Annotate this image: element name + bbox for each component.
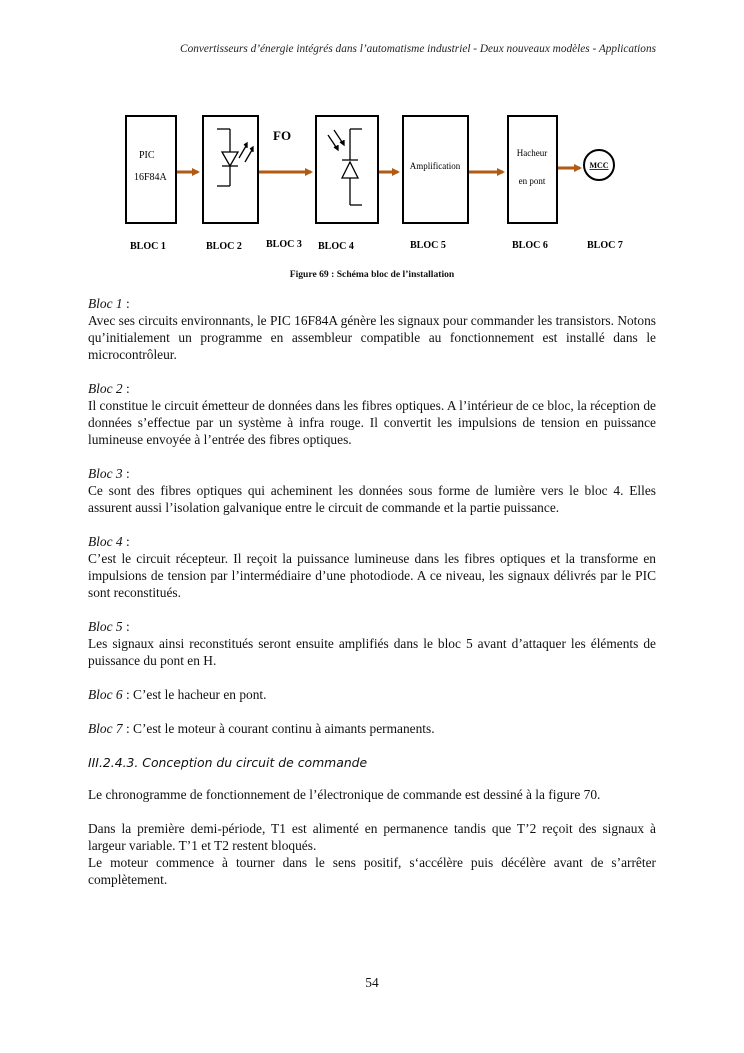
bloc-2-label: Bloc 2 [88,381,123,396]
paragraph-chronogramme: Le chronogramme de fonctionnement de l’électronique de commande est dessiné à la figure 70. [88,787,601,802]
bloc-6-sep: : [122,687,134,702]
bloc-7-description [88,720,656,737]
led-emitter-icon [217,129,253,186]
hacheur-label-line2: en pont [518,176,546,186]
bloc-4-text: C’est le circuit récepteur. Il reçoit la puissance lumineuse dans les fibres optiques et la transforme en impulsions de tension par l’intermédiaire d’une photodiode. A ce niveau, les signaux délivrés par le PIC sont reconstitués. [88,551,656,600]
bloc-6-description [88,686,656,703]
amplification-label: Amplification [409,161,461,171]
bloc-1-text: Avec ses circuits environnants, le PIC 16F84A génère les signaux pour commander les transistors. Notons qu’initialement un programme en assembleur compatible au fonctionnement est installé dans le microcontrôleur. [88,313,657,362]
bloc-3-label: Bloc 3 [88,466,123,481]
bloc-2-description [88,380,656,448]
fo-label: FO [273,128,292,143]
bloc-label-1: BLOC 1 [130,241,166,252]
bloc-label-4: BLOC 4 [318,241,354,252]
pic-label-line1: PIC [139,150,155,161]
bloc-4-sep: : [122,534,130,549]
hacheur-block [508,116,557,223]
bloc-1-label: Bloc 1 [88,296,123,311]
hacheur-label-line1: Hacheur [516,148,548,158]
bloc-3-text: Ce sont des fibres optiques qui acheminent les données sous forme de lumière vers le bloc 4. Elles assurent aussi l’isolation galvanique entre le circuit de commande et la partie puissance. [88,483,656,515]
paragraph-demi-periode: Dans la première demi-période, T1 est alimenté en permanence tandis que T’2 reçoit des signaux à largeur variable. T’1 et T2 restent bloqués. [88,821,656,853]
section-heading: III.2.4.3. Conception du circuit de commande [88,755,368,770]
bloc-5-sep: : [122,619,130,634]
bloc-1-description [88,295,656,363]
bloc-label-7: BLOC 7 [587,240,623,251]
page-number: 54 [365,975,379,990]
block-diagram [0,0,744,265]
photodiode-icon [328,129,362,205]
bloc-5-text: Les signaux ainsi reconstitués seront ensuite amplifiés dans le bloc 5 avant d’attaquer les éléments de puissance du pont en H. [88,636,656,668]
bloc-5-description [88,618,656,669]
receiver-block [316,116,378,223]
bloc-4-label: Bloc 4 [88,534,123,549]
bloc-3-sep: : [122,466,130,481]
pic-label-line2: 16F84A [134,172,167,183]
bloc-label-6: BLOC 6 [512,240,548,251]
bloc-7-sep: : [122,721,134,736]
bloc-2-text: Il constitue le circuit émetteur de données dans les fibres optiques. A l’intérieur de ce bloc, la réception de données s’effectue par un système à infra rouge. Il convertit les impulsions de tension en puissance lumineuse envoyée à l’entrée des fibres optiques. [88,398,656,447]
bloc-3-description [88,465,656,516]
bloc-2-sep: : [122,381,130,396]
running-header: Convertisseurs d’énergie intégrés dans l’automatisme industriel - Deux nouveaux modèles - Applications [180,43,656,55]
page-body [88,295,656,905]
bloc-7-text: C’est le moteur à courant continu à aimants permanents. [133,721,435,736]
bloc-6-label: Bloc 6 [88,687,123,702]
bloc-label-3: BLOC 3 [266,239,302,250]
bloc-4-description [88,533,656,601]
bloc-6-text: C’est le hacheur en pont. [133,687,267,702]
bloc-5-label: Bloc 5 [88,619,123,634]
bloc-7-label: Bloc 7 [88,721,123,736]
bloc-label-5: BLOC 5 [410,240,446,251]
bloc-1-sep: : [122,296,130,311]
pic-block [126,116,176,223]
figure-caption: Figure 69 : Schéma bloc de l’installation [289,269,455,280]
paragraph-moteur: Le moteur commence à tourner dans le sens positif, s‘accélère puis décélère avant de s’arrêter complètement. [88,855,656,887]
mcc-label: MCC [589,161,609,170]
bloc-label-2: BLOC 2 [206,241,242,252]
